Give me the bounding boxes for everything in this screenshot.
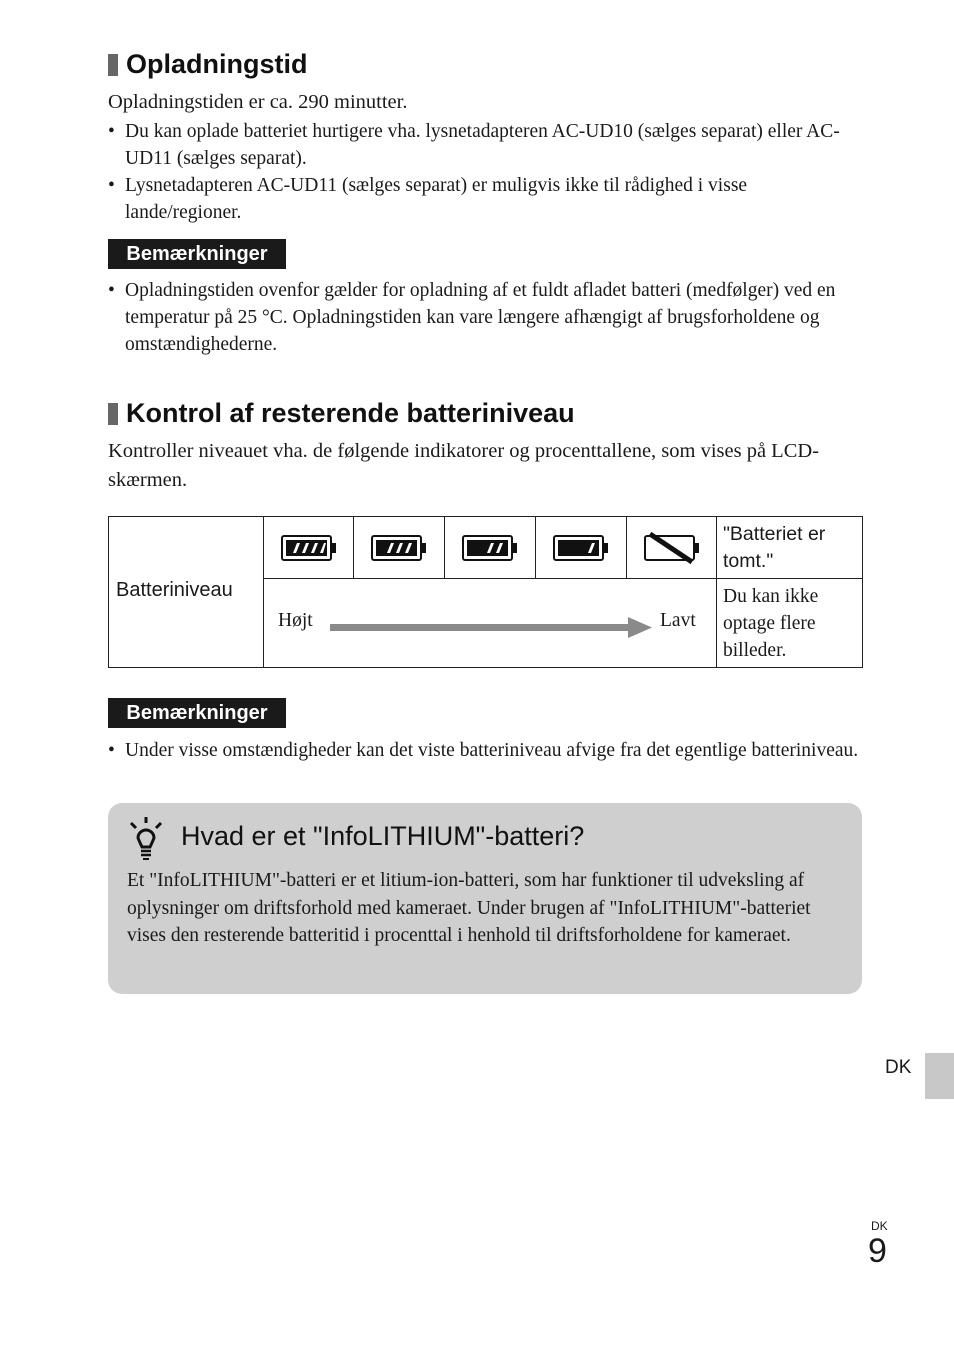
high-label: Højt: [278, 610, 313, 631]
section-title-text: Kontrol af resterende batteriniveau: [126, 398, 575, 428]
battery-level-intro: Kontroller niveauet vha. de følgende indikatorer og procenttallene, som vises på LCD-skærmen.: [108, 440, 820, 491]
heading-marker-icon: [108, 403, 118, 425]
page-number: 9: [868, 1232, 887, 1270]
row-label-battery-level: Batteriniveau: [116, 579, 233, 601]
battery-empty-text: "Batteriet er tomt.": [723, 523, 826, 572]
language-tab-label: DK: [885, 1057, 912, 1078]
lightbulb-icon: [126, 816, 166, 860]
list-item: • Opladningstiden ovenfor gælder for opladning af et fuldt afladet batteri (medfølger) ved en temperatur på 25 °C. Opladningstiden kan vare længere afhængigt af brugsforholdene og omstændighederne.: [108, 277, 864, 358]
charging-bullet-list: [108, 118, 864, 226]
charging-time-intro: Opladningstiden er ca. 290 minutter.: [108, 91, 408, 113]
cannot-record-text: Du kan ikke optage flere billeder.: [723, 586, 819, 661]
notes-label: Bemærkninger: [108, 698, 286, 728]
list-item: • Du kan oplade batteriet hurtigere vha. lysnetadapteren AC-UD10 (sælges separat) eller AC-UD11 (sælges separat).: [108, 118, 864, 172]
battery-full-icon: [281, 535, 337, 561]
battery-low-icon: [553, 535, 609, 561]
tip-text: Et "InfoLITHIUM"-batteri er et litium-ion-batteri, som har funktioner til udveksling af oplysninger om driftsforhold med kameraet. Under brugen af "InfoLITHIUM"-batteriet vises den resterende batteritid i procenttal i henhold til driftsforholdene for kameraet.: [127, 870, 811, 946]
battery-level-table: [108, 516, 863, 668]
battery-medium-icon: [462, 535, 518, 561]
battery-empty-icon: [642, 531, 702, 565]
list-item: • Under visse omstændigheder kan det viste batteriniveau afvige fra det egentlige batteriniveau.: [108, 737, 864, 764]
tip-box: [108, 803, 862, 994]
notes-bullet-list: [108, 737, 864, 764]
notes-bullet-list: [108, 277, 864, 358]
section-title-text: Opladningstid: [126, 49, 308, 79]
language-tab: [925, 1053, 954, 1099]
list-item: • Lysnetadapteren AC-UD11 (sælges separat) er muligvis ikke til rådighed i visse lande/regioner.: [108, 172, 864, 226]
notes-label: Bemærkninger: [108, 239, 286, 269]
heading-marker-icon: [108, 54, 118, 76]
page-language: DK: [871, 1219, 888, 1233]
tip-title: Hvad er et "InfoLITHIUM"-batteri?: [181, 821, 585, 851]
section-title-battery-level: [108, 398, 575, 429]
battery-high-icon: [371, 535, 427, 561]
section-title-charging-time: [108, 49, 308, 80]
low-label: Lavt: [660, 610, 696, 631]
level-arrow-icon: [328, 616, 654, 640]
